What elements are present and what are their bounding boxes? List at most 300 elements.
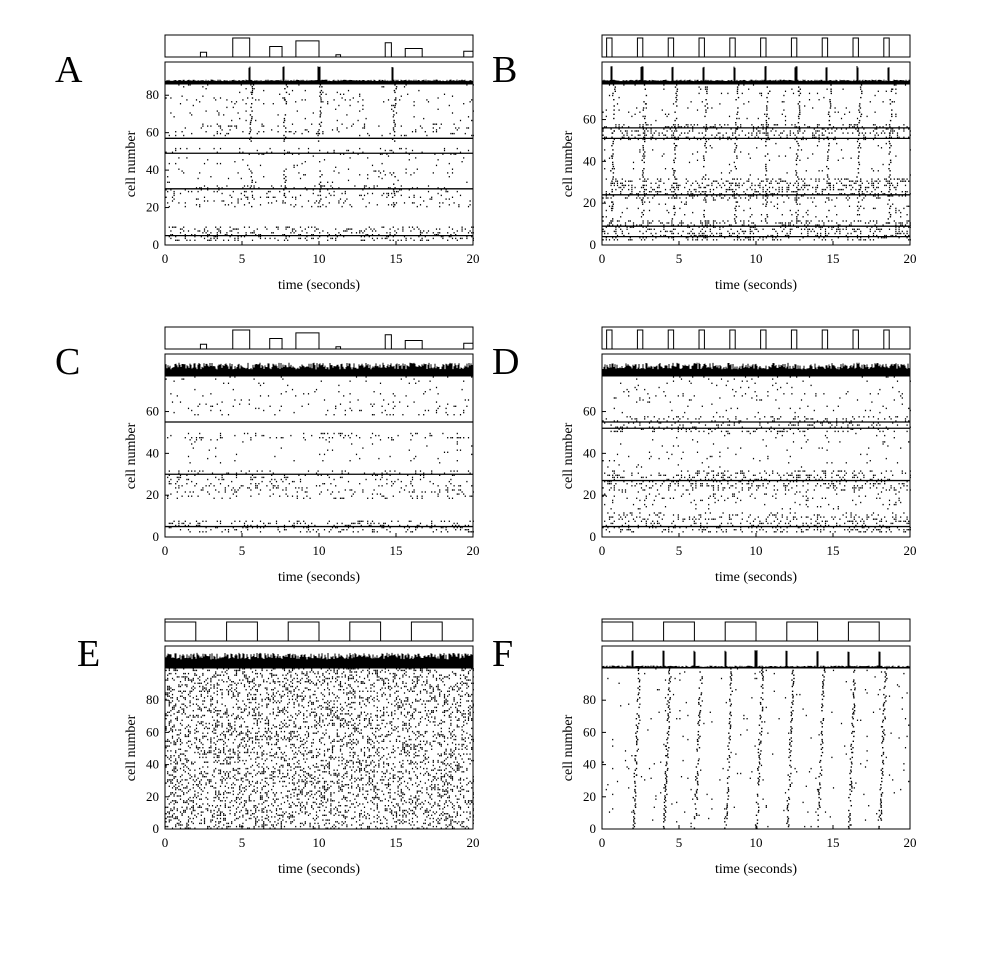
spike [873,124,874,125]
spike [462,228,463,229]
spike [271,479,272,480]
spike [426,445,427,446]
spike [627,229,628,230]
spike [238,238,239,239]
spike [444,473,445,474]
spike [175,487,176,488]
spike [871,227,872,228]
rate-line [602,66,910,84]
spike [654,512,655,513]
burst-spike [393,202,394,203]
spike [886,137,887,138]
spike [700,220,701,221]
spike [609,475,610,476]
spike [684,519,685,520]
spike [430,389,431,390]
burst-spike [888,168,889,169]
spike [639,512,640,513]
spike [169,182,170,183]
spike [663,128,664,129]
burst-spike [890,214,891,215]
spike [452,133,453,134]
spike [782,214,783,215]
spike [879,229,880,230]
spike [220,437,221,438]
spike [886,237,887,238]
spike [316,485,317,486]
spike [364,124,365,125]
spike [895,516,896,517]
spike [175,135,176,136]
spike [812,201,813,202]
spike [907,231,908,232]
spike [454,202,455,203]
spike [783,201,784,202]
spike [742,483,743,484]
spike [809,185,810,186]
spike [458,525,459,526]
spike [617,181,618,182]
spike [847,139,848,140]
burst-spike [611,210,612,211]
spike [847,233,848,234]
spike [883,487,884,488]
spike [350,460,351,461]
spike [252,527,253,528]
spike [895,93,896,94]
spike [207,491,208,492]
spike [750,514,751,515]
spike [652,521,653,522]
spike [210,125,211,126]
burst-spike [642,160,643,161]
spike [833,187,834,188]
burst-spike [613,114,614,115]
spike [772,496,773,497]
spike [871,191,872,192]
spike [844,489,845,490]
spike [679,527,680,528]
spike [827,521,828,522]
spike [345,414,346,415]
burst-spike [860,187,861,188]
spike [265,525,266,526]
spike [724,470,725,471]
spike [750,523,751,524]
spike [777,193,778,194]
spike [441,527,442,528]
spike [334,150,335,151]
burst-spike [889,124,890,125]
burst-spike [320,185,321,186]
spike [635,84,636,85]
spike [198,525,199,526]
spike [663,529,664,530]
spike [183,378,184,379]
spike [663,139,664,140]
spike [242,99,243,100]
spike [847,521,848,522]
spike [390,456,391,457]
spike [908,521,909,522]
spike [833,227,834,228]
spike [751,227,752,228]
spike [873,139,874,140]
spike [450,234,451,235]
spike [260,385,261,386]
spike [638,525,639,526]
spike [627,197,628,198]
spike [414,458,415,459]
spike [902,231,903,232]
spike [236,125,237,126]
spike [822,447,823,448]
spike [175,163,176,164]
spike [766,487,767,488]
spike [466,182,467,183]
spike [652,149,653,150]
spike [692,529,693,530]
spike [899,500,900,501]
burst-spike [704,160,705,161]
spike [716,187,717,188]
spike [721,483,722,484]
spike [711,470,712,471]
spike [614,185,615,186]
spike [734,191,735,192]
spike [638,195,639,196]
spike [454,124,455,125]
spike [756,479,757,480]
spike [193,491,194,492]
spike [606,529,607,530]
spike [170,493,171,494]
spike [713,493,714,494]
spike [836,525,837,526]
spike [881,481,882,482]
spike [201,189,202,190]
spike [748,195,749,196]
spike [734,195,735,196]
spike [742,489,743,490]
spike [804,470,805,471]
spike [468,116,469,117]
burst-spike [643,185,644,186]
spike [278,240,279,241]
burst-spike [285,182,286,183]
spike [359,458,360,459]
spike [457,493,458,494]
spike [351,410,352,411]
spike [324,433,325,434]
spike [711,195,712,196]
spike [902,483,903,484]
population-rate-trace [602,66,910,84]
spike [452,172,453,173]
spike [452,169,453,170]
spike [700,89,701,90]
spike [692,239,693,240]
spike [359,410,360,411]
spike [423,475,424,476]
spike [470,230,471,231]
burst-spike [859,103,860,104]
spike [790,229,791,230]
spike [622,185,623,186]
spike [380,493,381,494]
spike [777,525,778,526]
spike [460,195,461,196]
spike [822,470,823,471]
spike [185,202,186,203]
spike [255,477,256,478]
spike [707,458,708,459]
spike [226,107,227,108]
spike [793,191,794,192]
spike [282,234,283,235]
spike [343,154,344,155]
burst-spike [612,162,613,163]
spike [671,224,672,225]
spike [298,475,299,476]
burst-spike [736,206,737,207]
spike [289,483,290,484]
spike [278,487,279,488]
spike [734,239,735,240]
spike [409,197,410,198]
spike [393,439,394,440]
spike [438,159,439,160]
spike [697,183,698,184]
spike [290,232,291,233]
spike [374,473,375,474]
spike [604,137,605,138]
spike [825,483,826,484]
spike [870,460,871,461]
spike [603,460,604,461]
spike [879,531,880,532]
spike [217,521,218,522]
spike [884,185,885,186]
spike [660,231,661,232]
spike [748,470,749,471]
spike [228,383,229,384]
spike [342,124,343,125]
spike [636,107,637,108]
spike [207,458,208,459]
spike [625,523,626,524]
spike [204,230,205,231]
spike [604,231,605,232]
spike [836,197,837,198]
spike [710,126,711,127]
spike [340,531,341,532]
burst-spike [704,210,705,211]
spike [665,126,666,127]
burst-spike [706,128,707,129]
spike [804,224,805,225]
spike [876,519,877,520]
spike [422,527,423,528]
spike [743,239,744,240]
spike [903,227,904,228]
spike [185,525,186,526]
spike [359,483,360,484]
spike [759,193,760,194]
burst-spike [285,131,286,132]
spike [900,224,901,225]
spike [247,165,248,166]
spike [782,514,783,515]
burst-spike [642,174,643,175]
spike [788,222,789,223]
spike [905,185,906,186]
burst-spike [674,143,675,144]
spike [234,489,235,490]
spike [305,475,306,476]
burst-spike [828,220,829,221]
spike [895,116,896,117]
spike [178,470,179,471]
spike [335,167,336,168]
burst-spike [319,133,320,134]
spike [615,178,616,179]
spike [697,109,698,110]
spike [908,181,909,182]
spike [412,479,413,480]
spike [611,487,612,488]
spike [382,195,383,196]
burst-spike [612,153,613,154]
spike [803,525,804,526]
spike [895,233,896,234]
spike [246,232,247,233]
spike [897,137,898,138]
spike [343,236,344,237]
spike [798,227,799,228]
spike [815,485,816,486]
burst-spike [767,86,768,87]
spike [860,487,861,488]
spike [603,197,604,198]
spike [820,506,821,507]
spike [855,124,856,125]
spike [258,99,259,100]
spike [622,137,623,138]
spike [255,408,256,409]
stimulus-pulse [296,41,319,57]
x-tick-label: 20 [466,251,480,266]
spike [431,521,432,522]
spike [334,99,335,100]
spike [723,487,724,488]
spike [615,126,616,127]
spike [350,105,351,106]
spike [220,410,221,411]
spike [420,234,421,235]
spike [342,433,343,434]
spike [436,412,437,413]
spike [905,191,906,192]
spike [447,437,448,438]
spike [367,178,368,179]
spike [260,236,261,237]
burst-spike [704,193,705,194]
spike [695,485,696,486]
spike [713,220,714,221]
burst-spike [320,187,321,188]
spike [399,473,400,474]
spike [815,187,816,188]
spike [603,487,604,488]
spike [697,151,698,152]
spike [194,475,195,476]
spike [630,193,631,194]
spike [855,521,856,522]
spike [732,493,733,494]
spike [404,86,405,87]
spike [180,103,181,104]
spike [217,131,218,132]
spike [241,236,242,237]
spike [334,433,335,434]
spike [217,228,218,229]
spike [196,437,197,438]
spike [418,228,419,229]
spike [851,181,852,182]
spike [886,181,887,182]
spike [785,124,786,125]
spike [343,230,344,231]
spike [665,189,666,190]
burst-spike [704,116,705,117]
spike [707,527,708,528]
spike [639,516,640,517]
spike [881,521,882,522]
spike [460,437,461,438]
spike [703,126,704,127]
spike [846,128,847,129]
burst-spike [319,170,320,171]
spike [274,456,275,457]
spike [369,525,370,526]
spike [804,178,805,179]
spike [628,527,629,528]
spike [708,139,709,140]
spike [849,521,850,522]
spike [335,234,336,235]
spike [177,240,178,241]
spike [318,131,319,132]
spike [667,222,668,223]
spike [878,178,879,179]
spike [905,195,906,196]
burst-spike [859,143,860,144]
spike [814,135,815,136]
spike [607,197,608,198]
spike [817,124,818,125]
spike [311,523,312,524]
spike [771,201,772,202]
spike [795,516,796,517]
spike [721,93,722,94]
spike [308,200,309,201]
spike [895,521,896,522]
spike [407,475,408,476]
spike [889,479,890,480]
spike [194,228,195,229]
spike [254,88,255,89]
